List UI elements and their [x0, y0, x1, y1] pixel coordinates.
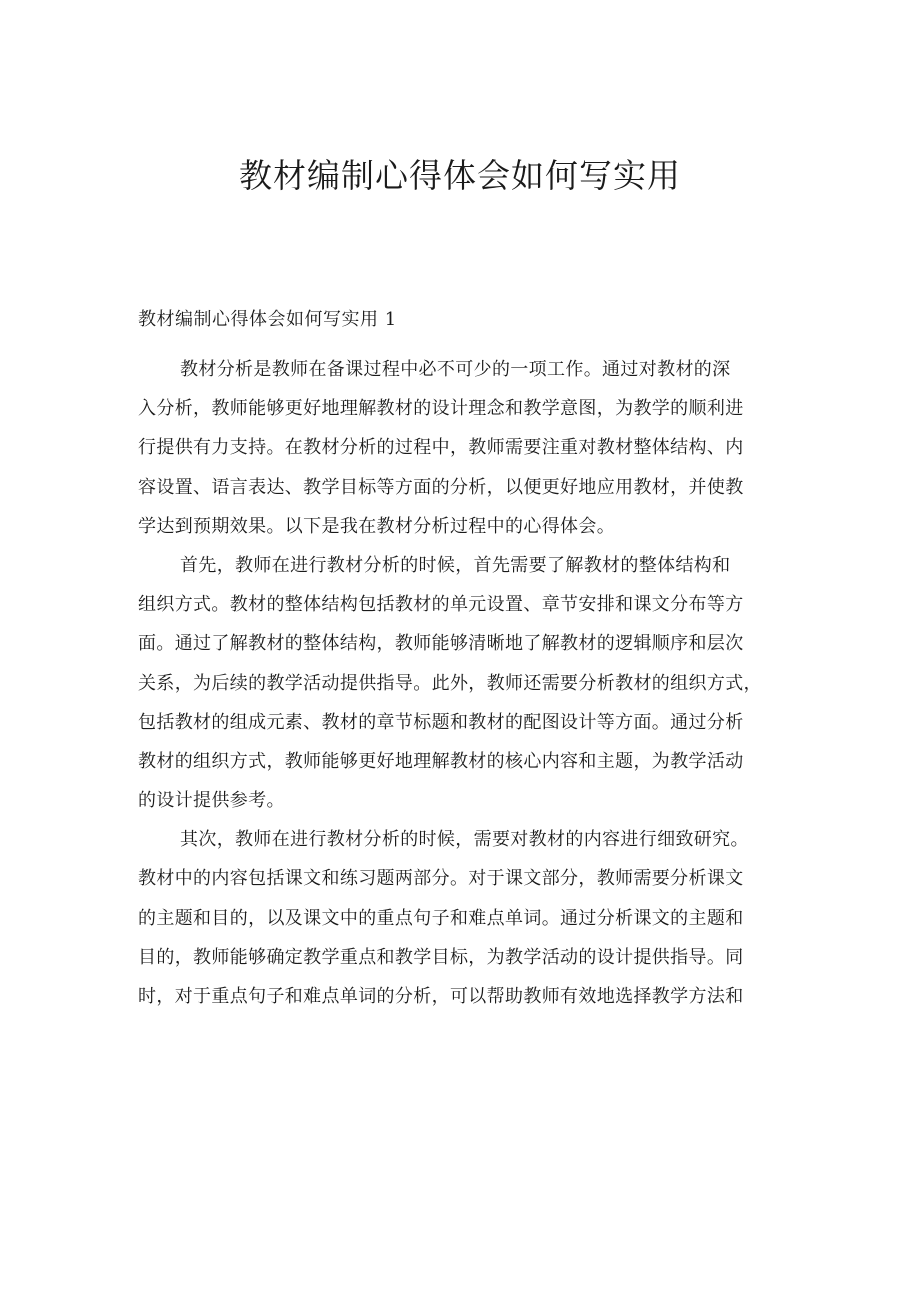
paragraph-line: 关系，为后续的教学活动提供指导。此外，教师还需要分析教材的组织方式， — [138, 672, 762, 694]
paragraph-line: 时，对于重点句子和难点单词的分析，可以帮助教师有效地选择教学方法和 — [138, 986, 744, 1007]
paragraph-line: 学达到预期效果。以下是我在教材分析过程中的心得体会。 — [138, 515, 616, 537]
paragraph-line: 组织方式。教材的整体结构包括教材的单元设置、章节安排和课文分布等方 — [138, 594, 744, 616]
section-heading: 教材编制心得体会如何写实用 1 — [138, 309, 397, 330]
document-title: 教材编制心得体会如何写实用 — [239, 156, 681, 195]
paragraph-line: 目的，教师能够确定教学重点和教学目标，为教学活动的设计提供指导。同 — [138, 946, 744, 968]
paragraph-line: 教材的组织方式，教师能够更好地理解教材的核心内容和主题，为教学活动 — [138, 750, 744, 772]
paragraph-1 — [138, 350, 794, 546]
paragraph-line: 面。通过了解教材的整体结构，教师能够清晰地了解教材的逻辑顺序和层次 — [138, 633, 744, 655]
paragraph-2 — [138, 546, 794, 820]
paragraph-line: 的设计提供参考。 — [138, 790, 285, 812]
paragraph-line: 首先，教师在进行教材分析的时候，首先需要了解教材的整体结构和 — [180, 554, 731, 576]
paragraph-line: 入分析，教师能够更好地理解教材的设计理念和教学意图，为教学的顺利进 — [138, 398, 744, 420]
document-body — [138, 350, 794, 1016]
paragraph-line: 容设置、语言表达、教学目标等方面的分析，以便更好地应用教材，并使教 — [138, 476, 744, 498]
paragraph-line: 其次，教师在进行教材分析的时候，需要对教材的内容进行细致研究。 — [180, 829, 749, 851]
paragraph-line: 包括教材的组成元素、教材的章节标题和教材的配图设计等方面。通过分析 — [138, 711, 744, 733]
paragraph-line: 教材分析是教师在备课过程中必不可少的一项工作。通过对教材的深 — [180, 359, 731, 380]
paragraph-3 — [138, 820, 794, 1016]
paragraph-line: 行提供有力支持。在教材分析的过程中，教师需要注重对教材整体结构、内 — [138, 437, 744, 459]
paragraph-line: 的主题和目的，以及课文中的重点句子和难点单词。通过分析课文的主题和 — [138, 907, 744, 929]
paragraph-line: 教材中的内容包括课文和练习题两部分。对于课文部分，教师需要分析课文 — [138, 868, 744, 890]
